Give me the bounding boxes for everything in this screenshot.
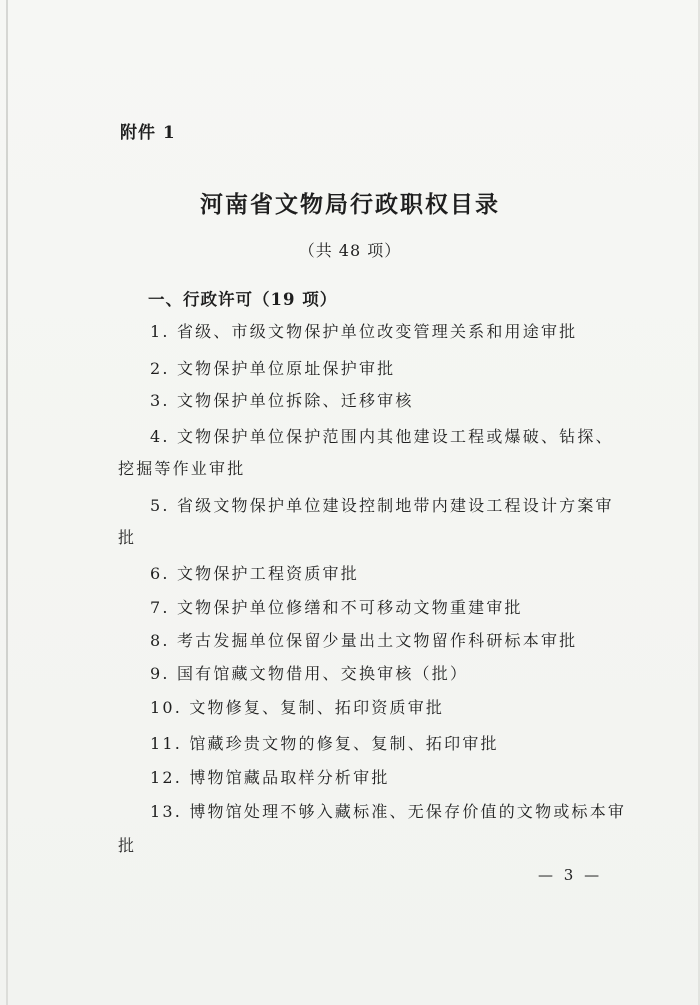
section-heading-administrative-licensing: 一、行政许可（19 项） xyxy=(148,290,338,309)
list-item: 7. 文物保护单位修缮和不可移动文物重建审批 xyxy=(150,598,523,617)
list-item: 5. 省级文物保护单位建设控制地带内建设工程设计方案审 xyxy=(150,496,614,515)
document-title: 河南省文物局行政职权目录 xyxy=(200,191,500,218)
list-item: 2. 文物保护单位原址保护审批 xyxy=(150,359,396,378)
list-item: 12. 博物馆藏品取样分析审批 xyxy=(150,768,390,787)
list-item: 6. 文物保护工程资质审批 xyxy=(150,564,359,583)
list-item: 13. 博物馆处理不够入藏标准、无保存价值的文物或标本审 xyxy=(150,802,627,821)
list-item-continuation: 批 xyxy=(118,836,137,855)
page-number: — 3 — xyxy=(538,866,603,884)
list-item-continuation: 挖掘等作业审批 xyxy=(118,459,246,478)
list-item-continuation: 批 xyxy=(118,528,137,547)
list-item: 9. 国有馆藏文物借用、交换审核（批） xyxy=(150,664,469,683)
list-item: 11. 馆藏珍贵文物的修复、复制、拓印审批 xyxy=(150,734,499,753)
list-item: 8. 考古发掘单位保留少量出土文物留作科研标本审批 xyxy=(150,631,578,650)
list-item: 1. 省级、市级文物保护单位改变管理关系和用途审批 xyxy=(150,322,578,341)
list-item: 4. 文物保护单位保护范围内其他建设工程或爆破、钻探、 xyxy=(150,427,614,446)
annex-label: 附件 1 xyxy=(120,123,176,143)
item-count-subtitle: （共 48 项） xyxy=(298,241,402,260)
scan-left-edge xyxy=(6,0,8,1005)
list-item: 10. 文物修复、复制、拓印资质审批 xyxy=(150,698,445,717)
list-item: 3. 文物保护单位拆除、迁移审核 xyxy=(150,391,414,410)
